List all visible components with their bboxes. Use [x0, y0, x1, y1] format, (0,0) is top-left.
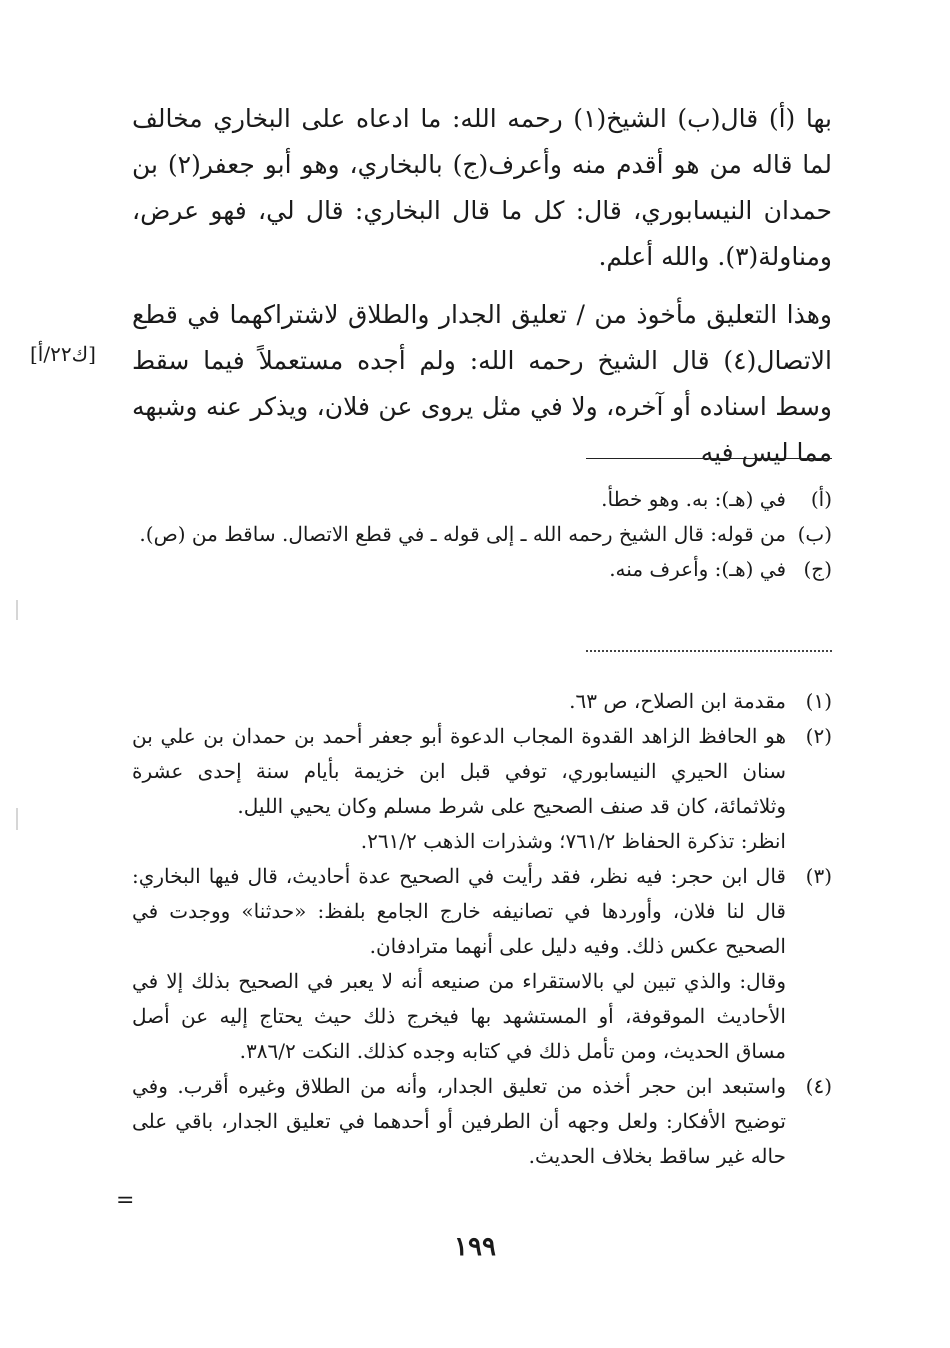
variant-text: من قوله: قال الشيخ رحمه الله ـ إلى قوله ـ في قطع الاتصال. ساقط من (ص).	[139, 522, 786, 546]
main-paragraph-2: وهذا التعليق مأخوذ من / تعليق الجدار والطلاق لاشتراكهما في قطع الاتصال(٤) قال الشيخ رحمه الله: ولم أجده مستعملاً فيما سقط وسط اسناده أو آخره، ولا في مثل يروى عن فلان، ويذكر عنه وشبهه مما ليس فيه	[132, 300, 832, 467]
footnote	[132, 684, 832, 719]
footnote	[132, 859, 832, 1069]
scan-margin-mark	[16, 808, 18, 830]
continuation-mark: =	[116, 1188, 135, 1213]
page-number: ١٩٩	[454, 1232, 496, 1262]
footnotes	[132, 684, 832, 1174]
footnote	[132, 1069, 832, 1174]
footnote-number: (٤)	[805, 1074, 832, 1098]
dotted-separator	[586, 650, 832, 652]
variant-readings	[132, 482, 832, 587]
footnote-text: قال ابن حجر: فيه نظر، فقد رأيت في الصحيح عدة أحاديث، قال فيها البخاري: قال لنا فلان، وأوردها في تصانيفه خارج الجامع بلفظ: «حدثنا» ووجدت في الصحيح عكس ذلك. وفيه دليل على أنهما مترادفان.	[132, 864, 786, 958]
footnote	[132, 719, 832, 859]
variant-note	[132, 482, 832, 517]
scan-margin-mark	[16, 600, 18, 620]
main-paragraph-1: بها (أ) قال(ب) الشيخ(١) رحمه الله: ما ادعاه على البخاري مخالف لما قاله من هو أقدم منه وأعرف(ج) بالبخاري، وهو أبو جعفر(٢) بن حمدان النيسابوري، قال: كل ما قال البخاري: قال لي، فهو عرض، ومناولة(٣). والله أعلم.	[132, 104, 832, 271]
variant-note	[132, 552, 832, 587]
footnote-separator-line	[586, 458, 832, 459]
footnote-text: هو الحافظ الزاهد القدوة المجاب الدعوة أبو جعفر أحمد بن حمدان بن علي بن سنان الحيري النيسابوري، توفي قبل ابن خزيمة بأيام سنة إحدى عشرة وثلاثمائة، كان قد صنف الصحيح على شرط مسلم وكان يحيي الليل.	[132, 724, 786, 818]
manuscript-folio-reference: [ك٢٢/أ]	[30, 342, 96, 366]
footnote-text: وقال: والذي تبين لي بالاستقراء من صنيعه أنه لا يعبر في الصحيح بذلك إلا في الأحاديث الموقوفة، أو المستشهد بها فيخرج ذلك حيث يحتاج إليه عن أصل مساق الحديث، ومن تأمل ذلك في كتابه وجده كذلك. النكت ٣٨٦/٢.	[132, 969, 786, 1063]
variant-label: (أ)	[810, 487, 832, 511]
footnote-text: واستبعد ابن حجر أخذه من تعليق الجدار، وأنه من الطلاق وغيره أقرب. وفي توضيح الأفكار: ولعل وجهه أن الطرفين أو أحدهما في تعليق الجدار، باقي على حاله غير ساقط بخلاف الحديث.	[132, 1074, 786, 1168]
footnote-number: (٣)	[805, 864, 832, 888]
variant-text: في (هـ): وأعرف منه.	[609, 557, 786, 581]
variant-label: (ج)	[803, 557, 832, 581]
variant-text: في (هـ): به. وهو خطأ.	[601, 487, 786, 511]
variant-label: (ب)	[797, 522, 832, 546]
variant-note	[132, 517, 832, 552]
footnote-number: (١)	[805, 689, 832, 713]
footnote-text: انظر: تذكرة الحفاظ ٧٦١/٢؛ وشذرات الذهب ٢٦١/٢.	[360, 829, 786, 853]
footnote-text: مقدمة ابن الصلاح، ص ٦٣.	[569, 689, 786, 713]
footnote-number: (٢)	[805, 724, 832, 748]
